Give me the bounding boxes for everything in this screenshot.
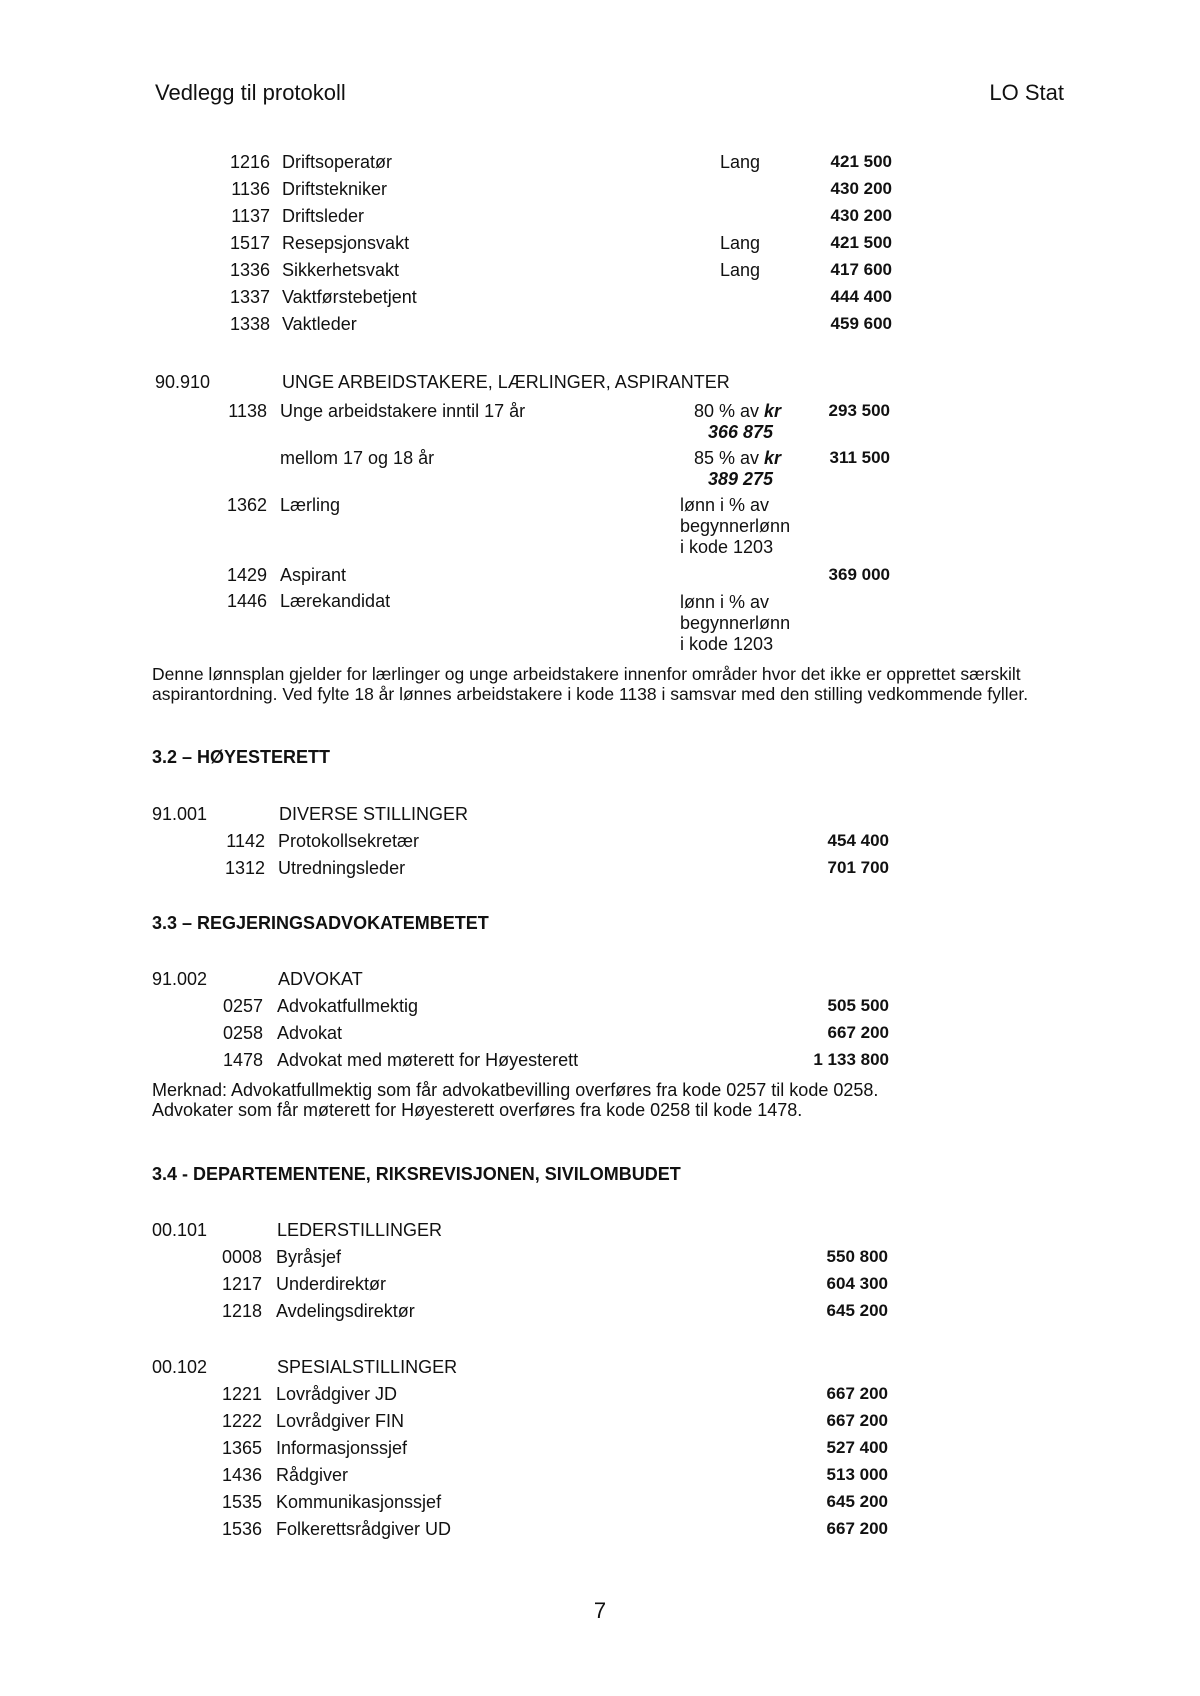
table-row: 1337 Vaktførstebetjent 444 400	[229, 287, 892, 307]
table-row: 1312 Utredningsleder 701 700	[224, 858, 889, 878]
table-row: 0257 Advokatfullmektig 505 500	[222, 996, 889, 1016]
table-row: 1338 Vaktleder 459 600	[229, 314, 892, 334]
table-row: 1446 Lærekandidat	[226, 591, 391, 611]
table-row: 1221 Lovrådgiver JD 667 200	[221, 1384, 888, 1404]
table-row: 1137 Driftsleder 430 200	[231, 206, 892, 226]
table-row: 1535 Kommunikasjonssjef 645 200	[221, 1492, 888, 1512]
salary-reference-note: lønn i % av begynnerlønn i kode 1203	[680, 495, 791, 557]
group-code: 90.910	[155, 372, 211, 392]
table-row: 1536 Folkerettsrådgiver UD 667 200	[221, 1519, 888, 1539]
remark-paragraph: Merknad: Advokatfullmektig som får advokatbevilling overføres fra kode 0257 til kode 0258. Advokater som får møterett for Høyesterett overføres fra kode 0258 til kode 1478.	[152, 1080, 879, 1120]
table-row: 1218 Avdelingsdirektør 645 200	[221, 1301, 888, 1321]
table-row: 1142 Protokollsekretær 454 400	[226, 831, 889, 851]
age-rate-note: 80 % av kr 366 875	[694, 401, 782, 442]
group-title: UNGE ARBEIDSTAKERE, LÆRLINGER, ASPIRANTER	[282, 372, 730, 392]
header-title: Vedlegg til protokoll	[155, 80, 346, 105]
table-row: 1216 Driftsoperatør Lang 421 500	[229, 152, 892, 172]
table-row: 1217 Underdirektør 604 300	[221, 1274, 888, 1294]
age-rate-note: 85 % av kr 389 275	[694, 448, 782, 489]
table-row: 1478 Advokat med møterett for Høyesterett 1 133 800	[222, 1050, 889, 1070]
document-page: Vedlegg til protokoll LO Stat 1216 Driftsoperatør Lang 421 500 1136 Driftstekniker 430 200 1137 Driftsleder 430 200 1517 Resepsjonsvakt Lang 421 500 1336 Sikkerhetsvakt Lang 417 600 1337 Vaktførstebetjent 444 400 1338 Vaktleder 459 600 90.910 UNGE ARBEIDSTAKERE, LÆRLINGER, ASPIRANTER 1138 Unge arbeidstakere inntil 17 år 293 500 80 % av kr 366 875 mellom 17 og 18 år 311 500 85 % av kr 389 275 1362 Lærling lønn i % av begynnerlønn i kode 1203 1429 Aspirant 369 000 1446 Lærekandidat lønn i % av begynnerlønn i kode 1203 Denne lønnsplan gjelder for lærlinger og unge arbeidstakere innenfor områder hvor det ikke er opprettet særskilt aspirantordning. Ved fylte 18 år lønnes arbeidstakere i kode 1138 i samsvar med den stilling vedkommende fyller. 3.2 – HØYESTERETT 91.001 DIVERSE STILLINGER 1142 Protokollsekretær 454 400 1312 Utredningsleder 701 700 3.3 – REGJERINGSADVOKATEMBETET 91.002 ADVOKAT 0257 Advokatfullmektig 505 500 0258 Advokat 667 200 1478 Advokat med møterett for Høyesterett 1 133 800 Merknad: Advokatfullmektig som får advokatbevilling overføres fra kode 0257 til kode 0258. Advokater som får møterett for Høyesterett overføres fra kode 0258 til kode 1478. 3.4 - DEPARTEMENTENE, RIKSREVISJONEN, SIVILOMBUDET 00.101 LEDERSTILLINGER 0008 Byråsjef 550 800 1217 Underdirektør 604 300 1218 Avdelingsdirektør 645 200 00.102 SPESIALSTILLINGER 1221 Lovrådgiver JD 667 200 1222 Lovrådgiver FIN 667 200 1365 Informasjonssjef 527 400 1436 Rådgiver 513 000 1535 Kommunikasjonssjef 645 200 1536 Folkerettsrådgiver UD 667 200 7	[0, 0, 1200, 1696]
table-row: 1136 Driftstekniker 430 200	[231, 179, 892, 199]
table-row: 0258 Advokat 667 200	[222, 1023, 889, 1043]
page-number: 7	[593, 1598, 607, 1623]
table-row: 1222 Lovrådgiver FIN 667 200	[221, 1411, 888, 1431]
table-row: mellom 17 og 18 år 311 500	[280, 448, 890, 468]
table-row: 0008 Byråsjef 550 800	[221, 1247, 888, 1267]
table-row: 1429 Aspirant 369 000	[226, 565, 890, 585]
section-title: 3.3 – REGJERINGSADVOKATEMBETET	[152, 913, 489, 933]
section-title: 3.4 - DEPARTEMENTENE, RIKSREVISJONEN, SIVILOMBUDET	[152, 1164, 681, 1184]
table-row: 1436 Rådgiver 513 000	[221, 1465, 888, 1485]
table-row: 1517 Resepsjonsvakt Lang 421 500	[229, 233, 892, 253]
table-row: 1362 Lærling	[226, 495, 341, 515]
section-title: 3.2 – HØYESTERETT	[152, 747, 331, 767]
table-row: 1138 Unge arbeidstakere inntil 17 år 293 500	[228, 401, 890, 421]
table-row: 1336 Sikkerhetsvakt Lang 417 600	[229, 260, 892, 280]
apprentice-paragraph: Denne lønnsplan gjelder for lærlinger og unge arbeidstakere innenfor områder hvor det ikke er opprettet særskilt aspirantordning. Ved fylte 18 år lønnes arbeidstakere i kode 1138 i samsvar med den stilling vedkommende fyller.	[152, 664, 1029, 704]
header-org: LO Stat	[989, 80, 1064, 105]
salary-reference-note: lønn i % av begynnerlønn i kode 1203	[680, 592, 791, 654]
table-row: 1365 Informasjonssjef 527 400	[221, 1438, 888, 1458]
